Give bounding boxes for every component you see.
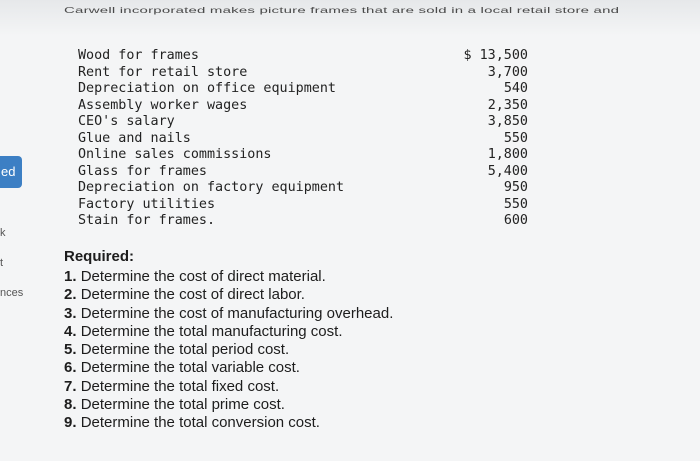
cost-row <box>78 197 528 214</box>
required-item-text: Determine the cost of manufacturing overhead. <box>80 304 394 322</box>
cost-value: 3,850 <box>487 114 528 129</box>
sidebar-active-tab-label: ed <box>1 164 16 179</box>
cost-row <box>78 98 528 115</box>
cost-value: 2,350 <box>487 97 528 113</box>
required-item <box>64 359 393 377</box>
cost-value: $ 13,500 <box>463 48 528 63</box>
required-item-number: 7. <box>64 377 77 395</box>
cost-row <box>78 65 528 82</box>
required-item-number: 5. <box>64 341 77 359</box>
required-item-number: 6. <box>64 359 77 377</box>
required-item-number: 8. <box>64 396 77 414</box>
cost-label: Glass for frames <box>78 163 207 179</box>
required-item <box>64 378 393 396</box>
required-item-text: Determine the cost of direct material. <box>80 268 326 285</box>
cost-row <box>78 164 528 181</box>
sidebar-fragment[interactable]: k <box>0 227 6 239</box>
cost-value: 950 <box>503 180 528 195</box>
cost-label: Depreciation on factory equipment <box>78 180 345 195</box>
cost-label: Depreciation on office equipment <box>78 81 336 96</box>
cost-row <box>78 81 528 98</box>
required-title: Required: <box>64 248 135 265</box>
left-sidebar <box>0 0 40 461</box>
required-item-number: 2. <box>64 286 77 304</box>
cost-value: 5,400 <box>487 163 528 179</box>
cost-row <box>78 114 528 131</box>
required-item-text: Determine the total prime cost. <box>80 396 285 414</box>
cost-label: CEO's salary <box>78 114 175 129</box>
required-item-number: 4. <box>64 322 77 340</box>
cost-label: Rent for retail store <box>78 64 248 80</box>
sidebar-fragment[interactable]: nces <box>0 287 24 299</box>
cost-value: 600 <box>503 213 528 228</box>
cost-row <box>78 131 528 148</box>
required-item <box>64 414 393 432</box>
cost-value: 3,700 <box>487 64 528 80</box>
sidebar-active-tab[interactable] <box>0 156 22 188</box>
required-item <box>64 323 393 341</box>
cost-row <box>78 48 528 65</box>
required-item <box>64 268 393 286</box>
top-text-fragment <box>0 0 700 28</box>
cost-table <box>78 48 528 230</box>
required-item <box>64 396 393 414</box>
required-item-text: Determine the total variable cost. <box>80 359 300 377</box>
required-item-text: Determine the total fixed cost. <box>80 377 280 395</box>
cost-value: 550 <box>503 130 528 146</box>
cost-label: Stain for frames. <box>78 213 216 228</box>
required-section <box>64 247 393 433</box>
cost-row <box>78 147 528 164</box>
required-item-number: 1. <box>64 268 77 285</box>
cost-label: Wood for frames <box>78 48 199 63</box>
cost-row <box>78 213 528 230</box>
required-item-number: 9. <box>64 414 77 432</box>
cost-value: 540 <box>503 81 528 96</box>
cost-label: Assembly worker wages <box>78 97 248 113</box>
required-item-text: Determine the total manufacturing cost. <box>80 322 343 340</box>
required-list <box>64 268 393 433</box>
required-item-text: Determine the cost of direct labor. <box>80 286 305 304</box>
cost-label: Online sales commissions <box>78 147 272 162</box>
required-item <box>64 305 393 323</box>
required-item-text: Determine the total conversion cost. <box>80 414 320 432</box>
top-fragment-text: Carwell incorporated makes picture frames that are sold in a local retail store and <box>64 6 620 16</box>
required-item-text: Determine the total period cost. <box>80 341 290 359</box>
required-item <box>64 286 393 304</box>
required-item-number: 3. <box>64 304 77 322</box>
required-item <box>64 341 393 359</box>
cost-value: 1,800 <box>487 147 528 162</box>
cost-label: Factory utilities <box>78 196 216 212</box>
cost-label: Glue and nails <box>78 130 191 146</box>
cost-value: 550 <box>503 196 528 212</box>
cost-row <box>78 180 528 197</box>
sidebar-fragment[interactable]: t <box>0 257 4 269</box>
